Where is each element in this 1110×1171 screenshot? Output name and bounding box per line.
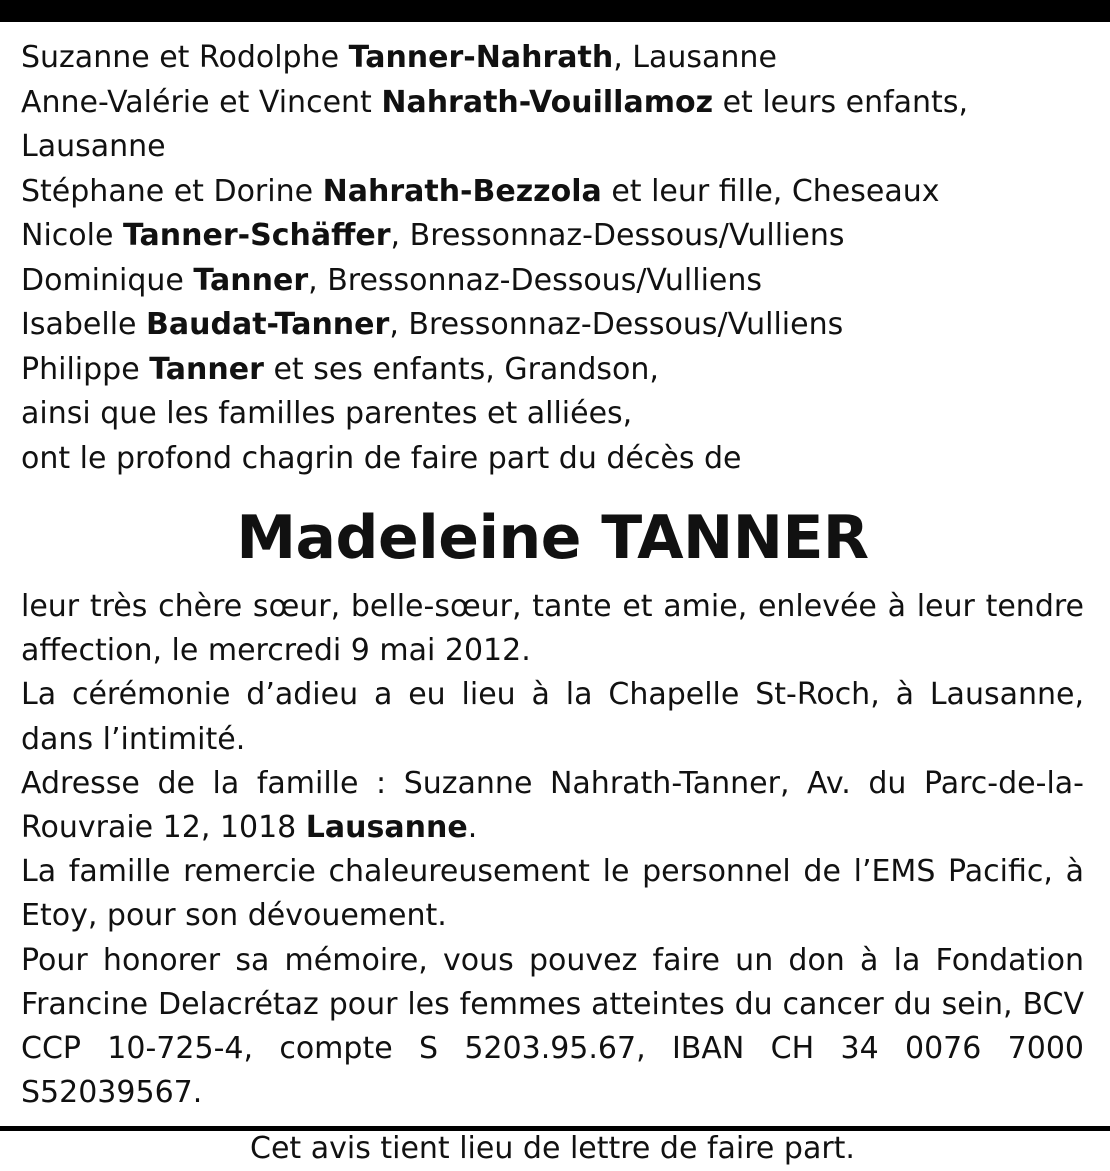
- family-line: ainsi que les familles parentes et alliées,: [21, 396, 633, 431]
- family-line: Anne-Valérie et Vincent Nahrath-Vouillamoz et leurs enfants,: [21, 84, 968, 120]
- paragraph-donation: Pour honorer sa mémoire, vous pouvez faire un don à la Fondation Francine Delacrétaz pour les femmes atteintes du cancer du sein, BCV CCP 10-725-4, compte S 5203.95.67, IBAN CH 34 0076 7000 S52039567.: [21, 942, 1084, 1111]
- family-line: Lausanne: [21, 129, 166, 164]
- obituary-notice: [21, 36, 1084, 1171]
- deceased-name: Madeleine TANNER: [236, 503, 869, 573]
- paragraph-address: Adresse de la famille : Suzanne Nahrath-Tanner, Av. du Parc-de-la-Rouvraie 12, 1018 Lausanne.: [21, 765, 1084, 846]
- family-line: Philippe Tanner et ses enfants, Grandson,: [21, 351, 659, 387]
- family-line: ont le profond chagrin de faire part du décès de: [21, 440, 742, 476]
- footer-note: Cet avis tient lieu de lettre de faire part.: [250, 1131, 855, 1167]
- top-rule: [0, 0, 1110, 22]
- bottom-rule: [0, 1126, 1110, 1131]
- family-line: Dominique Tanner, Bressonnaz-Dessous/Vulliens: [21, 262, 763, 298]
- paragraph-thanks: La famille remercie chaleureusement le personnel de l’EMS Pacific, à Etoy, pour son dévouement.: [21, 854, 1084, 934]
- paragraph-tribute: leur très chère sœur, belle-sœur, tante et amie, enlevée à leur tendre affection, le mercredi 9 mai 2012.: [21, 589, 1084, 669]
- family-line: Nicole Tanner-Schäffer, Bressonnaz-Dessous/Vulliens: [21, 218, 845, 253]
- family-line: Isabelle Baudat-Tanner, Bressonnaz-Dessous/Vulliens: [21, 307, 844, 342]
- family-line: Suzanne et Rodolphe Tanner-Nahrath, Lausanne: [21, 40, 777, 75]
- paragraph-ceremony: La cérémonie d’adieu a eu lieu à la Chapelle St-Roch, à Lausanne, dans l’intimité.: [21, 677, 1084, 757]
- notice-body: [21, 585, 1084, 1115]
- family-line: Stéphane et Dorine Nahrath-Bezzola et leur fille, Cheseaux: [21, 173, 940, 209]
- family-list: [21, 36, 1084, 481]
